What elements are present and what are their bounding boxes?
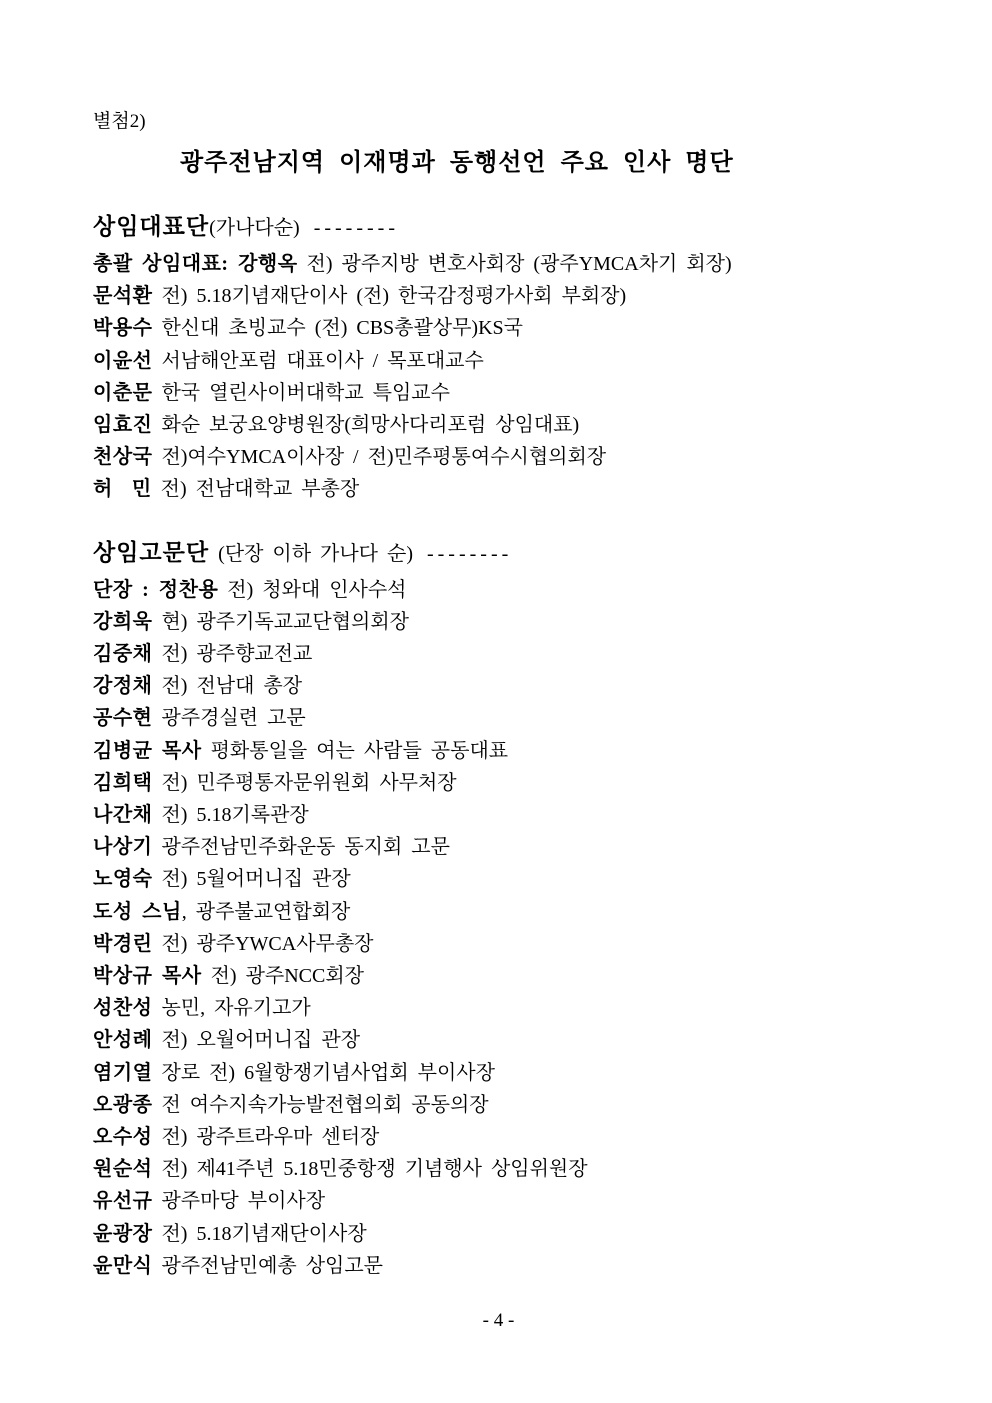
section-heading-dashes: --------: [426, 542, 513, 565]
roster-entry: [93, 441, 904, 473]
entry-description: 전) 전남대 총장: [152, 675, 303, 698]
roster-entry: [93, 409, 904, 441]
entry-name: 이춘문: [93, 381, 153, 404]
entry-description: 전) 오월어머니집 관장: [152, 1029, 361, 1052]
entry-description: 한국 열린사이버대학교 특임교수: [152, 381, 450, 404]
entry-description: 평화통일을 여는 사람들 공동대표: [201, 739, 509, 762]
entry-description: 전) 전남대학교 부총장: [151, 478, 360, 501]
section-heading: [93, 209, 904, 248]
entry-description: 전) 광주트라우마 센터장: [152, 1126, 380, 1149]
section-heading: [93, 535, 904, 574]
entry-name: 박용수: [93, 317, 153, 340]
entry-description: 화순 보궁요양병원장(희망사다리포럼 상임대표): [152, 414, 580, 437]
entry-list: [93, 574, 904, 1282]
entry-name: 오수성: [93, 1126, 153, 1149]
roster-entry: [93, 1185, 904, 1217]
entry-name: 김병균 목사: [93, 739, 202, 762]
entry-name: 나상기: [93, 836, 153, 859]
entry-name: 나간채: [93, 804, 153, 827]
attachment-label: 별첨2): [93, 111, 146, 132]
roster-entry: [93, 928, 904, 960]
entry-description: 서남해안포럼 대표이사 / 목포대교수: [152, 349, 484, 372]
roster-entry: [93, 1121, 904, 1153]
section-heading-title: 상임고문단: [93, 539, 210, 565]
entry-description: 전) 5.18기념재단이사 (전) 한국감정평가사회 부회장): [152, 285, 627, 308]
roster-entry: [93, 377, 904, 409]
entry-name: 천상국: [93, 446, 153, 469]
roster-entry: [93, 638, 904, 670]
entry-description: 전) 5월어머니집 관장: [152, 868, 351, 891]
entry-description: 전) 청와대 인사수석: [218, 578, 407, 601]
entry-description: 전) 5.18기념재단이사장: [152, 1222, 367, 1245]
entry-description: 장로 전) 6월항쟁기념사업회 부이사장: [152, 1061, 495, 1084]
entry-name: 총괄 상임대표: 강행옥: [93, 253, 298, 275]
entry-description: 전) 광주향교전교: [152, 643, 313, 666]
entry-description: 전) 5.18기록관장: [152, 804, 309, 827]
entry-name: 성찬성: [93, 997, 153, 1020]
entry-description: 전) 광주YWCA사무총장: [152, 932, 374, 955]
roster-entry: [93, 1057, 904, 1089]
roster-sections: [93, 209, 904, 1282]
roster-entry: [93, 473, 904, 505]
section-heading-dashes: --------: [313, 217, 399, 239]
entry-description: 전) 민주평통자문위원회 사무처장: [152, 771, 457, 794]
roster-entry: [93, 574, 904, 606]
entry-list: [93, 248, 904, 506]
entry-name: 유선규: [93, 1190, 153, 1213]
roster-entry: [93, 896, 904, 928]
entry-name: 박상규 목사: [93, 965, 202, 988]
entry-description: 광주전남민예총 상임고문: [152, 1254, 383, 1277]
entry-name: 허 민: [93, 478, 152, 501]
roster-entry: [93, 702, 904, 734]
entry-name: 염기열: [93, 1061, 153, 1084]
roster-entry: [93, 312, 904, 344]
section-heading-title: 상임대표단: [93, 214, 210, 239]
entry-name: 강희욱: [93, 610, 153, 633]
roster-entry: [93, 280, 904, 312]
roster-entry: [93, 831, 904, 863]
entry-description: 전 여수지속가능발전협의회 공동의장: [152, 1093, 489, 1116]
entry-description: 농민, 자유기고가: [152, 997, 311, 1020]
document-content: [0, 108, 992, 1334]
roster-entry: [93, 1250, 904, 1282]
roster-entry: [93, 992, 904, 1024]
entry-name: 박경린: [93, 932, 153, 955]
roster-entry: [93, 1153, 904, 1185]
page-title: 광주전남지역 이재명과 동행선언 주요 인사 명단: [180, 150, 734, 176]
entry-description: , 광주불교연합회장: [181, 900, 351, 923]
entry-name: 윤광장: [93, 1222, 153, 1245]
entry-name: 원순석: [93, 1158, 153, 1181]
entry-name: 노영숙: [93, 868, 153, 891]
entry-description: 전)여수YMCA이사장 / 전)민주평통여수시협의회장: [152, 446, 607, 469]
entry-name: 김중채: [93, 643, 153, 666]
entry-description: 전) 제41주년 5.18민중항쟁 기념행사 상임위원장: [152, 1158, 588, 1181]
entry-description: 한신대 초빙교수 (전) CBS총괄상무)KS국: [152, 317, 523, 340]
entry-name: 이윤선: [93, 349, 153, 372]
entry-name: 안성례: [93, 1029, 153, 1052]
roster-entry: [93, 767, 904, 799]
roster-entry: [93, 1089, 904, 1121]
entry-description: 광주전남민주화운동 동지회 고문: [152, 836, 450, 859]
entry-name: 김희택: [93, 771, 153, 794]
entry-name: 강정채: [93, 675, 153, 698]
entry-description: 현) 광주기독교교단협의회장: [152, 610, 409, 633]
roster-entry: [93, 1218, 904, 1250]
roster-entry: [93, 735, 904, 767]
entry-description: 전) 광주지방 변호사회장 (광주YMCA차기 회장): [297, 253, 732, 275]
section-heading-note: (가나다순): [209, 217, 300, 239]
entry-description: 광주마당 부이사장: [152, 1190, 326, 1213]
roster-entry: [93, 606, 904, 638]
roster-entry: [93, 248, 904, 280]
entry-name: 윤만식: [93, 1254, 153, 1277]
roster-entry: [93, 1024, 904, 1056]
roster-entry: [93, 799, 904, 831]
entry-name: 임효진: [93, 414, 153, 437]
roster-section: [93, 209, 904, 506]
entry-name: 문석환: [93, 285, 153, 308]
roster-entry: [93, 345, 904, 377]
entry-name: 단장 : 정찬용: [93, 578, 219, 601]
entry-name: 오광종: [93, 1093, 153, 1116]
section-heading-note: (단장 이하 가나다 순): [209, 542, 413, 565]
entry-name: 공수현: [93, 707, 153, 730]
roster-entry: [93, 670, 904, 702]
entry-name: 도성 스님: [93, 900, 182, 923]
roster-entry: [93, 960, 904, 992]
entry-description: 광주경실련 고문: [152, 707, 306, 730]
page-number: - 4 -: [482, 1310, 515, 1332]
roster-entry: [93, 863, 904, 895]
entry-description: 전) 광주NCC회장: [201, 965, 364, 988]
roster-section: [93, 535, 904, 1282]
